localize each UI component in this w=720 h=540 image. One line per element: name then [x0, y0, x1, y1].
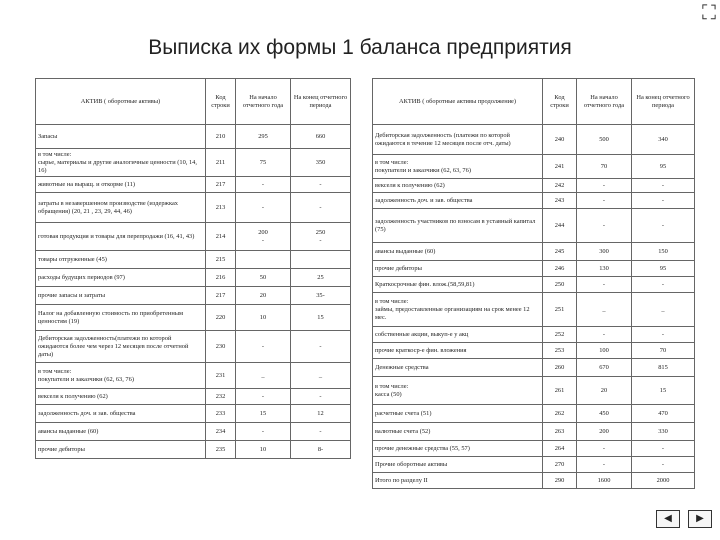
row-end-value: 470	[632, 405, 695, 423]
row-start-value: 670	[577, 359, 632, 377]
table-row	[373, 125, 695, 155]
table-row	[373, 179, 695, 193]
header-start: На начало отчетного года	[577, 79, 632, 125]
table-row	[36, 269, 351, 287]
table-row	[36, 149, 351, 177]
row-start-value: 200 -	[236, 223, 291, 251]
table-row	[373, 473, 695, 489]
row-end-value: -	[632, 457, 695, 473]
row-name: валютные счета (52)	[373, 423, 543, 441]
fullscreen-icon[interactable]: ⛶	[702, 0, 716, 24]
row-name: прочие запасы и затраты	[36, 287, 206, 305]
table-row	[373, 377, 695, 405]
row-name: Денежные средства	[373, 359, 543, 377]
row-name: животные на выращ. и откорме (11)	[36, 177, 206, 193]
row-code: 250	[543, 277, 577, 293]
row-end-value: 660	[291, 125, 351, 149]
row-start-value: 15	[236, 405, 291, 423]
row-code: 231	[206, 363, 236, 389]
table-row	[373, 343, 695, 359]
row-end-value: _	[291, 363, 351, 389]
row-end-value: -	[291, 331, 351, 363]
balance-table-left	[35, 78, 351, 459]
row-name: прочие краткоср-е фин. вложения	[373, 343, 543, 359]
table-row	[36, 441, 351, 459]
row-end-value: -	[632, 327, 695, 343]
row-name: в том числе: касса (50)	[373, 377, 543, 405]
row-code: 215	[206, 251, 236, 269]
table-row	[36, 223, 351, 251]
table-row	[373, 405, 695, 423]
table-row	[36, 423, 351, 441]
row-code: 251	[543, 293, 577, 327]
row-start-value: -	[236, 389, 291, 405]
row-start-value: 20	[236, 287, 291, 305]
row-code: 240	[543, 125, 577, 155]
row-end-value: -	[632, 277, 695, 293]
table-row	[373, 243, 695, 261]
row-end-value: 330	[632, 423, 695, 441]
row-name: готовая продукция и товары для перепродажи (16, 41, 43)	[36, 223, 206, 251]
row-end-value: 15	[632, 377, 695, 405]
table-row	[36, 389, 351, 405]
row-start-value: -	[577, 193, 632, 209]
row-end-value: 95	[632, 155, 695, 179]
table-row	[373, 209, 695, 243]
row-start-value: 300	[577, 243, 632, 261]
row-code: 235	[206, 441, 236, 459]
row-end-value	[291, 251, 351, 269]
row-start-value: 100	[577, 343, 632, 359]
row-code: 216	[206, 269, 236, 287]
row-start-value: 295	[236, 125, 291, 149]
header-start: На начало отчетного года	[236, 79, 291, 125]
table-row	[36, 125, 351, 149]
table-row	[36, 305, 351, 331]
table-row	[373, 457, 695, 473]
row-start-value: -	[577, 179, 632, 193]
table-row	[373, 441, 695, 457]
row-start-value: 450	[577, 405, 632, 423]
row-name: задолженность доч. и зав. общества	[36, 405, 206, 423]
header-asset: АКТИВ ( оборотные активы)	[36, 79, 206, 125]
row-code: 262	[543, 405, 577, 423]
row-start-value: 10	[236, 441, 291, 459]
row-end-value: 70	[632, 343, 695, 359]
row-end-value: 350	[291, 149, 351, 177]
row-start-value	[236, 251, 291, 269]
row-code: 264	[543, 441, 577, 457]
row-end-value: 12	[291, 405, 351, 423]
row-start-value: 10	[236, 305, 291, 331]
row-end-value: -	[291, 177, 351, 193]
header-end: На конец отчетного периода	[291, 79, 351, 125]
row-start-value: -	[236, 193, 291, 223]
row-start-value: -	[577, 441, 632, 457]
row-name: затраты в незавершенном производстве (издержках обращения) (20, 21 , 23, 29, 44, 46)	[36, 193, 206, 223]
row-name: векселя к получению (62)	[36, 389, 206, 405]
page-title: Выписка их формы 1 баланса предприятия	[148, 36, 572, 59]
row-end-value: 150	[632, 243, 695, 261]
row-code: 233	[206, 405, 236, 423]
row-name: авансы выданные (60)	[36, 423, 206, 441]
arrow-left-icon[interactable]: ◀	[656, 510, 680, 528]
row-start-value: 200	[577, 423, 632, 441]
row-start-value: -	[236, 423, 291, 441]
table-row	[36, 405, 351, 423]
row-code: 243	[543, 193, 577, 209]
row-name: Налог на добавленную стоимость по приобретенным ценностям (19)	[36, 305, 206, 331]
row-name: собственные акции, выкуп-е у акц	[373, 327, 543, 343]
row-end-value: -	[291, 193, 351, 223]
row-start-value: 50	[236, 269, 291, 287]
row-end-value: 25	[291, 269, 351, 287]
row-name: задолженность доч. и зав. общества	[373, 193, 543, 209]
row-name: векселя к получению (62)	[373, 179, 543, 193]
row-name: в том числе: сырье, материалы и другие аналогичные ценности (10, 14, 16)	[36, 149, 206, 177]
row-end-value: -	[632, 193, 695, 209]
row-name: прочие дебиторы	[36, 441, 206, 459]
row-name: Итого по разделу II	[373, 473, 543, 489]
row-code: 245	[543, 243, 577, 261]
row-start-value: -	[577, 327, 632, 343]
row-end-value: _	[632, 293, 695, 327]
table-row	[36, 331, 351, 363]
row-code: 234	[206, 423, 236, 441]
row-name: Прочие оборотные активы	[373, 457, 543, 473]
row-name: задолженность участников по взносам в уставный капитал (75)	[373, 209, 543, 243]
table-row	[36, 363, 351, 389]
header-code: Код строки	[206, 79, 236, 125]
row-code: 211	[206, 149, 236, 177]
header-asset: АКТИВ ( оборотные активы продолжение)	[373, 79, 543, 125]
row-start-value: -	[577, 457, 632, 473]
table-row	[373, 277, 695, 293]
row-name: товары отгруженные (45)	[36, 251, 206, 269]
row-code: 260	[543, 359, 577, 377]
row-end-value: -	[291, 423, 351, 441]
row-code: 261	[543, 377, 577, 405]
row-start-value: 70	[577, 155, 632, 179]
row-code: 270	[543, 457, 577, 473]
row-end-value: -	[632, 441, 695, 457]
row-end-value: 35-	[291, 287, 351, 305]
row-name: прочие денежные средства (55, 57)	[373, 441, 543, 457]
row-start-value: 500	[577, 125, 632, 155]
table-row	[373, 359, 695, 377]
row-start-value: _	[236, 363, 291, 389]
row-start-value: _	[577, 293, 632, 327]
row-end-value: 15	[291, 305, 351, 331]
row-code: 210	[206, 125, 236, 149]
row-code: 252	[543, 327, 577, 343]
row-code: 220	[206, 305, 236, 331]
row-end-value: 8-	[291, 441, 351, 459]
row-end-value: 95	[632, 261, 695, 277]
row-start-value: 75	[236, 149, 291, 177]
row-code: 232	[206, 389, 236, 405]
row-end-value: -	[291, 389, 351, 405]
row-code: 244	[543, 209, 577, 243]
row-code: 217	[206, 177, 236, 193]
row-code: 253	[543, 343, 577, 359]
header-end: На конец отчетного периода	[632, 79, 695, 125]
row-name: расходы будущих периодов (97)	[36, 269, 206, 287]
row-name: расчетные счета (51)	[373, 405, 543, 423]
row-name: Дебиторская задолженность(платежи по которой ожидаются более чем через 12 месяцев после отчетной даты)	[36, 331, 206, 363]
row-start-value: 130	[577, 261, 632, 277]
row-name: Краткосрочные фин. влож.(58,59,81)	[373, 277, 543, 293]
row-code: 290	[543, 473, 577, 489]
row-end-value: 815	[632, 359, 695, 377]
row-code: 263	[543, 423, 577, 441]
row-start-value: -	[577, 209, 632, 243]
table-row	[373, 293, 695, 327]
row-code: 214	[206, 223, 236, 251]
row-start-value: -	[236, 331, 291, 363]
row-code: 242	[543, 179, 577, 193]
arrow-right-icon[interactable]: ▶	[688, 510, 712, 528]
row-code: 241	[543, 155, 577, 179]
header-code: Код строки	[543, 79, 577, 125]
row-end-value: -	[632, 209, 695, 243]
row-start-value: -	[236, 177, 291, 193]
table-row	[36, 251, 351, 269]
row-end-value: 2000	[632, 473, 695, 489]
table-row	[36, 193, 351, 223]
row-end-value: 340	[632, 125, 695, 155]
table-row	[373, 155, 695, 179]
table-row	[373, 193, 695, 209]
table-row	[373, 261, 695, 277]
table-row	[373, 327, 695, 343]
row-name: Запасы	[36, 125, 206, 149]
row-code: 246	[543, 261, 577, 277]
row-start-value: -	[577, 277, 632, 293]
row-name: Дебиторская задолженность (платежи по которой ожидаются в течение 12 месяцев после отч. даты)	[373, 125, 543, 155]
balance-table-right	[372, 78, 695, 489]
row-name: в том числе: покупатели и заказчики (62, 63, 76)	[36, 363, 206, 389]
row-code: 230	[206, 331, 236, 363]
row-start-value: 20	[577, 377, 632, 405]
table-row	[36, 287, 351, 305]
row-name: авансы выданные (60)	[373, 243, 543, 261]
row-end-value: -	[632, 179, 695, 193]
row-code: 217	[206, 287, 236, 305]
table-row	[373, 423, 695, 441]
row-name: в том числе: займы, предоставленные организациям на срок менее 12 мес.	[373, 293, 543, 327]
row-name: в том числе: покупатели и заказчики (62, 63, 76)	[373, 155, 543, 179]
row-end-value: 250 -	[291, 223, 351, 251]
row-name: прочие дебиторы	[373, 261, 543, 277]
row-code: 213	[206, 193, 236, 223]
table-row	[36, 177, 351, 193]
row-start-value: 1600	[577, 473, 632, 489]
